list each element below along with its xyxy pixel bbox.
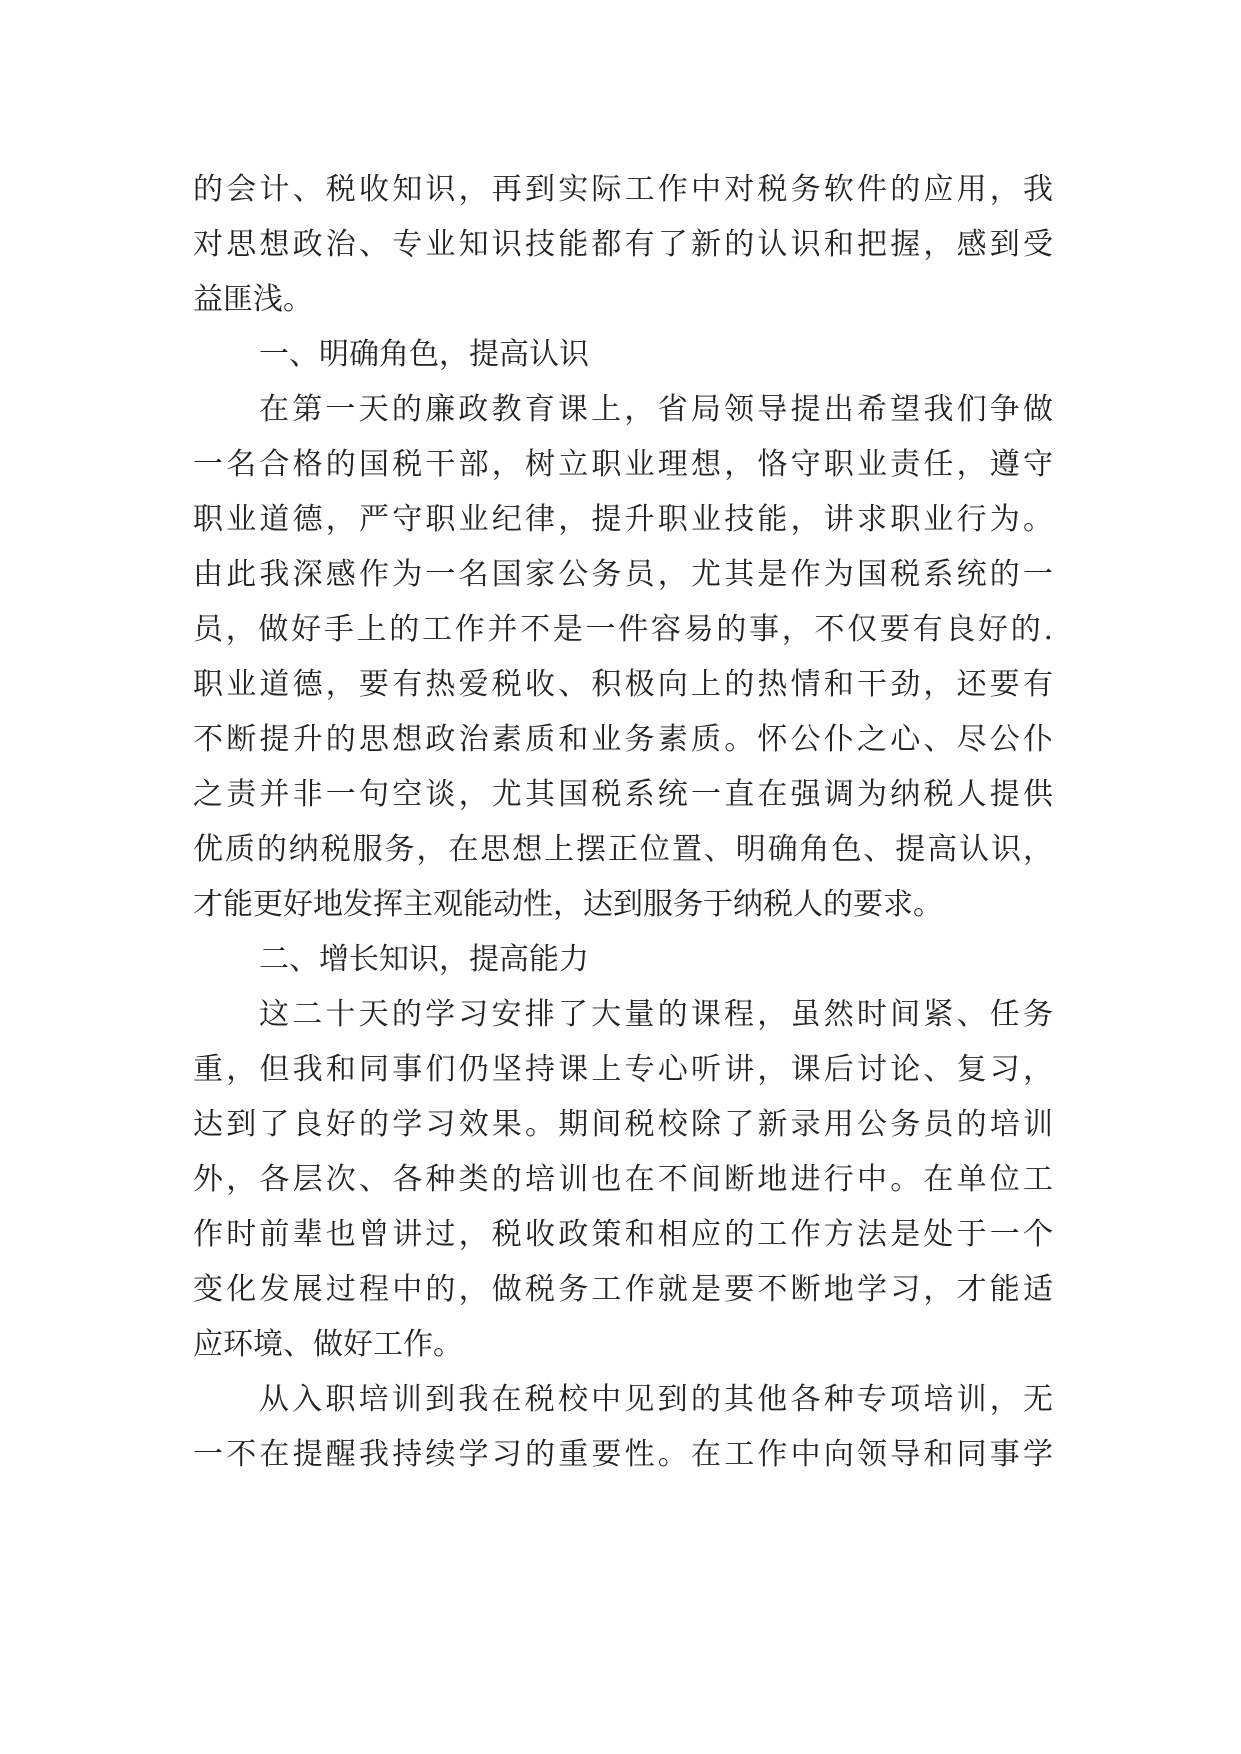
text-line: 对思想政治、专业知识技能都有了新的认识和把握，感到受 bbox=[193, 227, 1053, 262]
section-heading: 一、明确角色，提高认识 bbox=[259, 337, 589, 372]
text-line: 的会计、税收知识，再到实际工作中对税务软件的应用，我 bbox=[193, 172, 1053, 207]
text-line: 之责并非一句空谈，尤其国税系统一直在强调为纳税人提供 bbox=[193, 777, 1053, 812]
text-line: 优质的纳税服务，在思想上摆正位置、明确角色、提高认识， bbox=[193, 832, 1053, 867]
text-line: 职业道德，严守职业纪律，提升职业技能，讲求职业行为。 bbox=[193, 502, 1053, 537]
text-line: 重，但我和同事们仍坚持课上专心听讲，课后讨论、复习， bbox=[193, 1052, 1053, 1087]
text-line: 达到了良好的学习效果。期间税校除了新录用公务员的培训 bbox=[193, 1107, 1053, 1142]
section-heading: 二、增长知识，提高能力 bbox=[259, 942, 589, 977]
text-line: 应环境、做好工作。 bbox=[193, 1327, 463, 1362]
text-line: 在第一天的廉政教育课上，省局领导提出希望我们争做 bbox=[259, 392, 1053, 427]
text-line: 不断提升的思想政治素质和业务素质。怀公仆之心、尽公仆 bbox=[193, 722, 1053, 757]
text-line: 职业道德，要有热爱税收、积极向上的热情和干劲，还要有 bbox=[193, 667, 1053, 702]
text-line: 由此我深感作为一名国家公务员，尤其是作为国税系统的一 bbox=[193, 557, 1053, 592]
text-line: 变化发展过程中的，做税务工作就是要不断地学习，才能适 bbox=[193, 1272, 1053, 1307]
text-line: 一不在提醒我持续学习的重要性。在工作中向领导和同事学 bbox=[193, 1437, 1053, 1472]
text-line: 外，各层次、各种类的培训也在不间断地进行中。在单位工 bbox=[193, 1162, 1053, 1197]
text-line: 一名合格的国税干部，树立职业理想，恪守职业责任，遵守 bbox=[193, 447, 1053, 482]
text-line: 从入职培训到我在税校中见到的其他各种专项培训，无 bbox=[259, 1382, 1053, 1417]
text-line: 作时前辈也曾讲过，税收政策和相应的工作方法是处于一个 bbox=[193, 1217, 1053, 1252]
text-line: 这二十天的学习安排了大量的课程，虽然时间紧、任务 bbox=[259, 997, 1053, 1032]
text-line: 益匪浅。 bbox=[193, 282, 313, 317]
text-line: 员，做好手上的工作并不是一件容易的事，不仅要有良好的. bbox=[193, 612, 1053, 647]
text-line: 才能更好地发挥主观能动性，达到服务于纳税人的要求。 bbox=[193, 887, 943, 922]
document-body bbox=[193, 162, 1053, 1482]
